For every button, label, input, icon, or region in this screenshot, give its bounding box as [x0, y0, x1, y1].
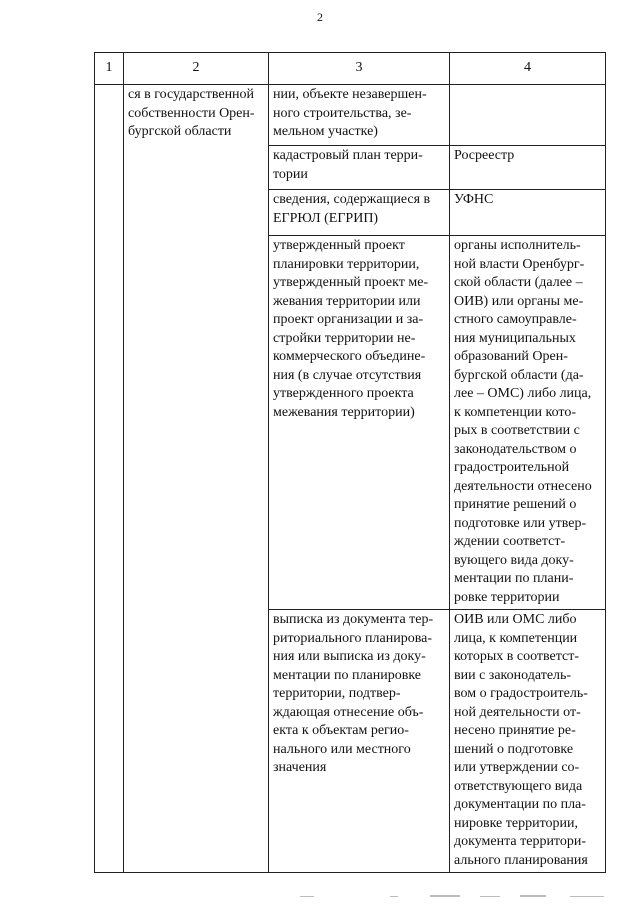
column-header-2: 2 — [124, 53, 269, 85]
document-cell: кадастровый план терри- тории — [269, 146, 450, 190]
column-header-3: 3 — [269, 53, 450, 85]
document-cell: сведения, содержащиеся в ЕГРЮЛ (ЕГРИП) — [269, 190, 450, 236]
column-2-cell: ся в государственной собственности Орен- бургской области — [124, 85, 269, 873]
document-table — [94, 52, 606, 873]
document-cell: нии, объекте незавершен- ного строительства, зе- мельном участке) — [269, 85, 450, 146]
source-cell: Росреестр — [450, 146, 606, 190]
source-cell: органы исполнитель- ной власти Оренбург- ской области (далее – ОИВ) или органы ме- стного самоуправле- ния муниципальных образований Орен- бургской области (да- лее – ОМС) либо лица, к компетенции кото- рых в соответствии с законодательством о градостроительной деятельности отнесено принятие решений о подготовке или утвер- ждении соответст- вующего вида доку- ментации по плани- ровке территории — [450, 236, 606, 610]
document-cell: утвержденный проект планировки территории, утвержденный проект ме- жевания территории или проект организации и за- стройки территории не- коммерческого объедине- ния (в случае отсутствия утвержденного проекта межевания территории) — [269, 236, 450, 610]
document-cell: выписка из документа тер- риториального планирова- ния или выписка из доку- ментации по планировке территории, подтвер- ждающая отнесение объ- екта к объектам регио- нального или местного значения — [269, 610, 450, 873]
column-1-cell — [95, 85, 124, 873]
table-row — [95, 85, 606, 146]
table-header-row — [95, 53, 606, 85]
page-number: 2 — [317, 10, 323, 24]
column-header-1: 1 — [95, 53, 124, 85]
scan-artifact-marks — [280, 895, 620, 899]
source-cell — [450, 85, 606, 146]
source-cell: УФНС — [450, 190, 606, 236]
source-cell: ОИВ или ОМС либо лица, к компетенции которых в соответст- вии с законодатель- вом о градостроитель- ной деятельности от- несено принятие ре- шений о подготовке или утверждении со- ответствующего вида документации по пла- нировке территории, документа территори- ального планирования — [450, 610, 606, 873]
column-header-4: 4 — [450, 53, 606, 85]
